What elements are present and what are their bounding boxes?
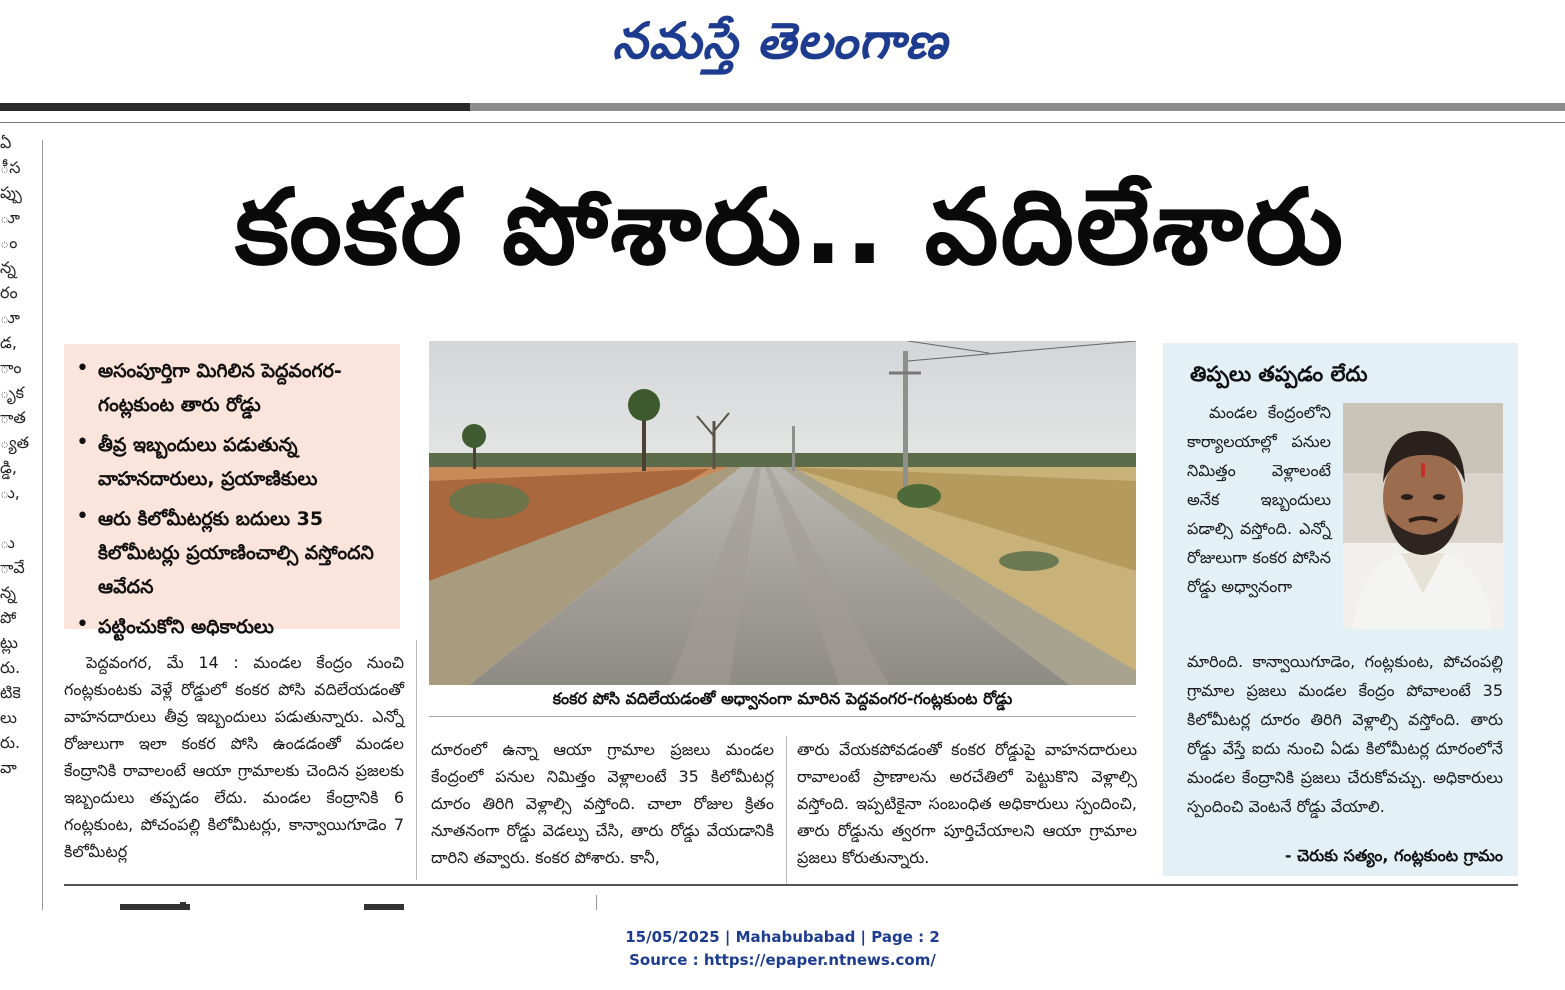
left-clipped-column bbox=[0, 130, 38, 910]
highlight-item bbox=[76, 610, 392, 644]
highlight-text: అసంపూర్తిగా మిగిలిన పెద్దవంగర-గంట్లకుంట తారు రోడ్డు bbox=[98, 360, 342, 416]
gutter-text-fragment: రం bbox=[0, 283, 18, 302]
gutter-text-fragment: న్న bbox=[0, 258, 16, 277]
gutter-text-fragment: రు. bbox=[0, 733, 21, 752]
gutter-text-fragment: ావే bbox=[0, 558, 25, 577]
gutter-text-fragment: న్న bbox=[0, 583, 16, 602]
article-column-3: తారు వేయకపోవడంతో కంకర రోడ్డుపై వాహనదారులు రావాలంటే ప్రాణాలను అరచేతిలో పెట్టుకొని వెళ్లాల్సి వస్తోంది. ఇప్పటికైనా సంబంధిత అధికారులు స్పందించి, తారు రోడ్డును త్వరగా పూర్తిచేయాలని ఆయా గ్రామాల ప్రజలు కోరుతున్నారు. bbox=[797, 740, 1137, 867]
bullet-icon: • bbox=[76, 612, 89, 637]
gutter-text-fragment: టికె bbox=[0, 683, 21, 702]
gutter-text-fragment: ూ bbox=[0, 308, 20, 327]
header-rule-grey bbox=[470, 103, 1565, 111]
road-photo-illustration bbox=[429, 341, 1136, 685]
gutter-text-fragment: డ, bbox=[0, 333, 17, 352]
highlight-text: పట్టించుకోని అధికారులు bbox=[98, 616, 274, 638]
headline: కంకర పోశారు.. వదిలేశారు bbox=[234, 166, 1346, 288]
gutter-text-fragment: వా bbox=[0, 758, 17, 777]
column-divider bbox=[786, 736, 787, 886]
header-rule-thin bbox=[0, 122, 1565, 123]
column-divider bbox=[416, 640, 417, 880]
footer bbox=[0, 926, 1565, 972]
gutter-text-fragment: ృక bbox=[0, 383, 25, 402]
sidebar-text-wide: మారింది. కాన్వాయిగూడెం, గంట్లకుంట, పోచంపల్లి గ్రామాల ప్రజలు మండల కేంద్రం పోవాలంటే 35 కిలోమీటర్ల దూరం తిరిగి వెళ్లాల్సి వస్తోంది. తారు రోడ్డు వేస్తే ఐదు నుంచి ఏడు కిలోమీటర్ల దూరంలోనే మండల కేంద్రానికి ప్రజలు చేరుకోవచ్చు. అధికారులు స్పందించి వెంటనే రోడ్డు వేయాలి. bbox=[1187, 652, 1503, 816]
bullet-icon: • bbox=[76, 504, 89, 529]
clipped-next-story bbox=[64, 895, 1518, 910]
masthead bbox=[0, 0, 1565, 100]
highlight-text: ఆరు కిలోమీటర్లకు బదులు 35 కిలోమీటర్లు ప్రయాణించాల్సి వస్తోందని ఆవేదన bbox=[98, 508, 374, 598]
highlights-box bbox=[64, 344, 400, 638]
highlight-text: తీవ్ర ఇబ్బందులు పడుతున్న వాహనదారులు, ప్రయాణికులు bbox=[98, 434, 318, 490]
person-portrait-illustration bbox=[1343, 403, 1503, 629]
gutter-text-fragment: ీస bbox=[0, 158, 21, 177]
gutter-text-fragment: ు, bbox=[0, 483, 20, 502]
bullet-icon: • bbox=[76, 356, 89, 381]
column-divider bbox=[42, 140, 43, 910]
clipped-text-fragment bbox=[64, 895, 1518, 910]
gutter-text-fragment: పో bbox=[0, 608, 17, 627]
photo-caption: కంకర పోసి వదిలేయడంతో అధ్వానంగా మారిన పెద్దవంగర-గంట్లకుంట రోడ్డు bbox=[429, 686, 1136, 717]
gutter-text-fragment: రు. bbox=[0, 658, 21, 677]
footer-source[interactable]: Source : https://epaper.ntnews.com/ bbox=[629, 951, 936, 969]
article-column-2: దూరంలో ఉన్నా ఆయా గ్రామాల ప్రజలు మండల కేంద్రంలో పనుల నిమిత్తం వెళ్లాలంటే 35 కిలోమీటర్ల దూరం తిరిగి వెళ్లాల్సి వస్తోంది. చాలా రోజుల క్రితం నూతనంగా రోడ్డు వెడల్పు చేసి, తారు రోడ్డు వేయడానికి దారిని తవ్వారు. కంకర పోశారు. కానీ, bbox=[431, 740, 774, 867]
gutter-text-fragment: ఏ bbox=[0, 133, 12, 152]
bullet-icon: • bbox=[76, 430, 89, 455]
gutter-text-fragment: లు bbox=[0, 708, 17, 727]
gutter-text-fragment: ం bbox=[0, 233, 18, 252]
person-photo bbox=[1343, 403, 1503, 629]
road-photo bbox=[429, 341, 1136, 685]
bottom-rule bbox=[64, 884, 1518, 886]
sidebar-text-narrow: మండల కేంద్రంలోని కార్యాలయాల్లో పనుల నిమిత్తం వెళ్లాలంటే అనేక ఇబ్బందులు పడాల్సి వస్తోంది. ఎన్నో రోజులుగా కంకర పోసిన రోడ్డు అధ్వానంగా bbox=[1187, 403, 1331, 596]
highlight-item bbox=[76, 354, 392, 422]
sidebar-author: - చెరుకు సత్యం, గంట్లకుంట గ్రామం bbox=[1284, 846, 1503, 865]
gutter-text-fragment: ూ bbox=[0, 208, 20, 227]
gutter-text-fragment: ప్పు bbox=[0, 183, 22, 202]
article-column-1: పెద్దవంగర, మే 14 : మండల కేంద్రం నుంచి గంట్లకుంటకు వెళ్లే రోడ్డులో కంకర పోసి వదిలేయడంతో వాహనదారులు తీవ్ర ఇబ్బందులు పడుతున్నారు. ఎన్నో రోజులుగా ఇలా కంకర పోసి ఉండడంతో మండల కేంద్రానికి రావాలంటే ఆయా గ్రామాలకు చెందిన ప్రజలకు ఇబ్బందులు తప్పడం లేదు. మండల కేంద్రానికి 6 గంట్లకుంట, పోచంపల్లి కిలోమీటర్లు, కాన్వాయిగూడెం 7 కిలోమీటర్ల bbox=[64, 653, 404, 861]
gutter-text-fragment: ాం bbox=[0, 358, 22, 377]
highlight-item bbox=[76, 502, 392, 604]
gutter-text-fragment: ్యత bbox=[0, 433, 30, 452]
gutter-text-fragment: ాత bbox=[0, 408, 26, 427]
highlight-item bbox=[76, 428, 392, 496]
newspaper-logo: నమస్తే తెలంగాణ bbox=[612, 11, 948, 70]
header-rule-dark bbox=[0, 103, 470, 111]
gutter-text-fragment: ు bbox=[0, 533, 15, 552]
gutter-text-fragment: డ్డి, bbox=[0, 458, 17, 477]
footer-date-edition: 15/05/2025 | Mahabubabad | Page : 2 bbox=[625, 928, 940, 946]
gutter-text-fragment: ట్లు bbox=[0, 633, 18, 652]
sidebar-title: తిప్పలు తప్పడం లేదు bbox=[1190, 362, 1368, 386]
gutter-text-fragment bbox=[0, 505, 38, 530]
